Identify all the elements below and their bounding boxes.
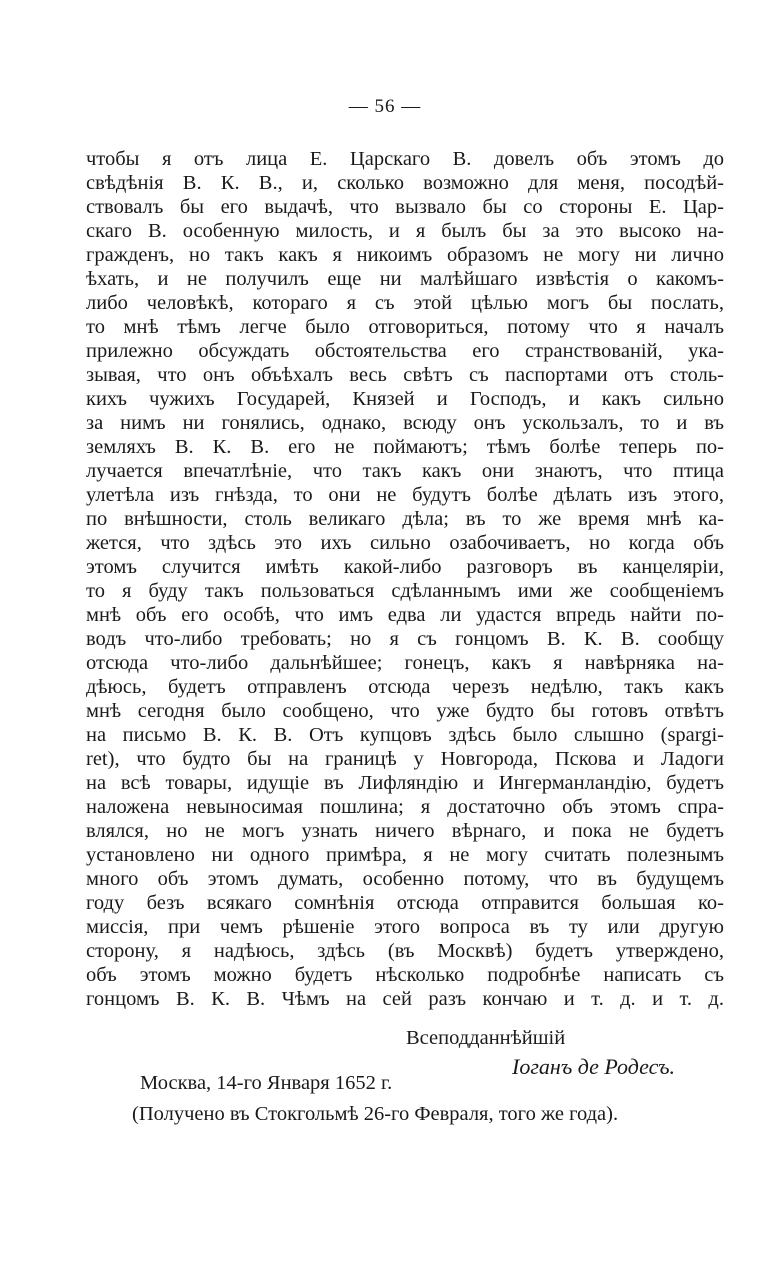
text-line: гражденъ, но такъ какъ я никоимъ образомъ не могу ни лично (86, 244, 724, 266)
text-line: много объ этомъ думать, особенно потому, что въ будущемъ (86, 868, 724, 890)
text-line: гонцомъ В. К. В. Чѣмъ на сей разъ кончаю и т. д. и т. д. (86, 988, 724, 1010)
text-line: зывая, что онъ объѣхалъ весь свѣтъ съ паспортами отъ столь- (86, 364, 724, 386)
text-line: то мнѣ тѣмъ легче было отговориться, потому что я началъ (86, 316, 724, 338)
text-line: кихъ чужихъ Государей, Князей и Господъ, и какъ сильно (86, 388, 724, 410)
text-line: на письмо В. К. В. Отъ купцовъ здѣсь было слышно (spargi- (86, 724, 724, 746)
text-line: мнѣ сегодня было сообщено, что уже будто бы готовъ отвѣтъ (86, 700, 724, 722)
text-line: установлено ни одного примѣра, я не могу считать полезнымъ (86, 844, 724, 866)
text-line: водъ что-либо требовать; но я съ гонцомъ В. К. В. сообщу (86, 628, 724, 650)
text-line: ѣхать, и не получилъ еще ни малѣйшаго извѣстія о какомъ- (86, 268, 724, 290)
text-line: то я буду такъ пользоваться сдѣланнымъ ими же сообщеніемъ (86, 580, 724, 602)
text-line: улетѣла изъ гнѣзда, то они не будутъ болѣе дѣлать изъ этого, (86, 484, 724, 506)
text-line: миссія, при чемъ рѣшеніе этого вопроса въ ту или другую (86, 916, 724, 938)
text-line: году безъ всякаго сомнѣнія отсюда отправится большая ко- (86, 892, 724, 914)
date-line: Москва, 14-го Января 1652 г. (140, 1072, 393, 1094)
text-line: за нимъ ни гонялись, однако, всюду онъ ускользалъ, то и въ (86, 412, 724, 434)
text-line: ret), что будто бы на границѣ у Новгорода, Пскова и Ладоги (86, 748, 724, 770)
text-line: влялся, но не могъ узнать ничего вѣрнаго, и пока не будетъ (86, 820, 724, 842)
text-line: сторону, я надѣюсь, здѣсь (въ Москвѣ) будетъ утверждено, (86, 940, 724, 962)
text-line: объ этомъ можно будетъ нѣсколько подробнѣе написать съ (86, 964, 724, 986)
letter-body (86, 147, 724, 1011)
text-line: ствовалъ бы его выдачѣ, что вызвало бы со стороны Е. Цар- (86, 196, 724, 218)
closing-phrase: Всеподданнѣйшій (406, 1027, 566, 1049)
text-line: дѣюсь, будетъ отправленъ отсюда черезъ недѣлю, такъ какъ (86, 676, 724, 698)
text-line: жется, что здѣсь это ихъ сильно озабочиваетъ, но когда объ (86, 532, 724, 554)
text-line: отсюда что-либо дальнѣйшее; гонецъ, какъ я навѣрняка на- (86, 652, 724, 674)
page-number: — 56 — (348, 96, 422, 117)
text-line: свѣдѣнія В. К. В., и, сколько возможно для меня, посодѣй- (86, 172, 724, 194)
text-line: скаго В. особенную милость, и я былъ бы за это высоко на- (86, 220, 724, 242)
text-line: либо человѣкѣ, котораго я съ этой цѣлью могъ бы послать, (86, 292, 724, 314)
received-note: (Получено въ Стокгольмѣ 26-го Февраля, того же года). (132, 1103, 619, 1125)
signature: Іоганъ де Родесъ. (512, 1054, 676, 1079)
text-line: чтобы я отъ лица Е. Царскаго В. довелъ объ этомъ до (86, 148, 724, 170)
text-line: земляхъ В. К. В. его не поймаютъ; тѣмъ болѣе теперь по- (86, 436, 724, 458)
text-line: на всѣ товары, идущіе въ Лифляндію и Ингерманландію, будетъ (86, 772, 724, 794)
text-line: прилежно обсуждать обстоятельства его странствованій, ука- (86, 340, 724, 362)
text-line: лучается впечатлѣніе, что такъ какъ они знаютъ, что птица (86, 460, 724, 482)
text-line: этомъ случится имѣть какой-либо разговоръ въ канцеляріи, (86, 556, 724, 578)
text-line: по внѣшности, столь великаго дѣла; въ то же время мнѣ ка- (86, 508, 724, 530)
text-line: мнѣ объ его особѣ, что имъ едва ли удастся впредь найти по- (86, 604, 724, 626)
text-line: наложена невыносимая пошлина; я достаточно объ этомъ спра- (86, 796, 724, 818)
